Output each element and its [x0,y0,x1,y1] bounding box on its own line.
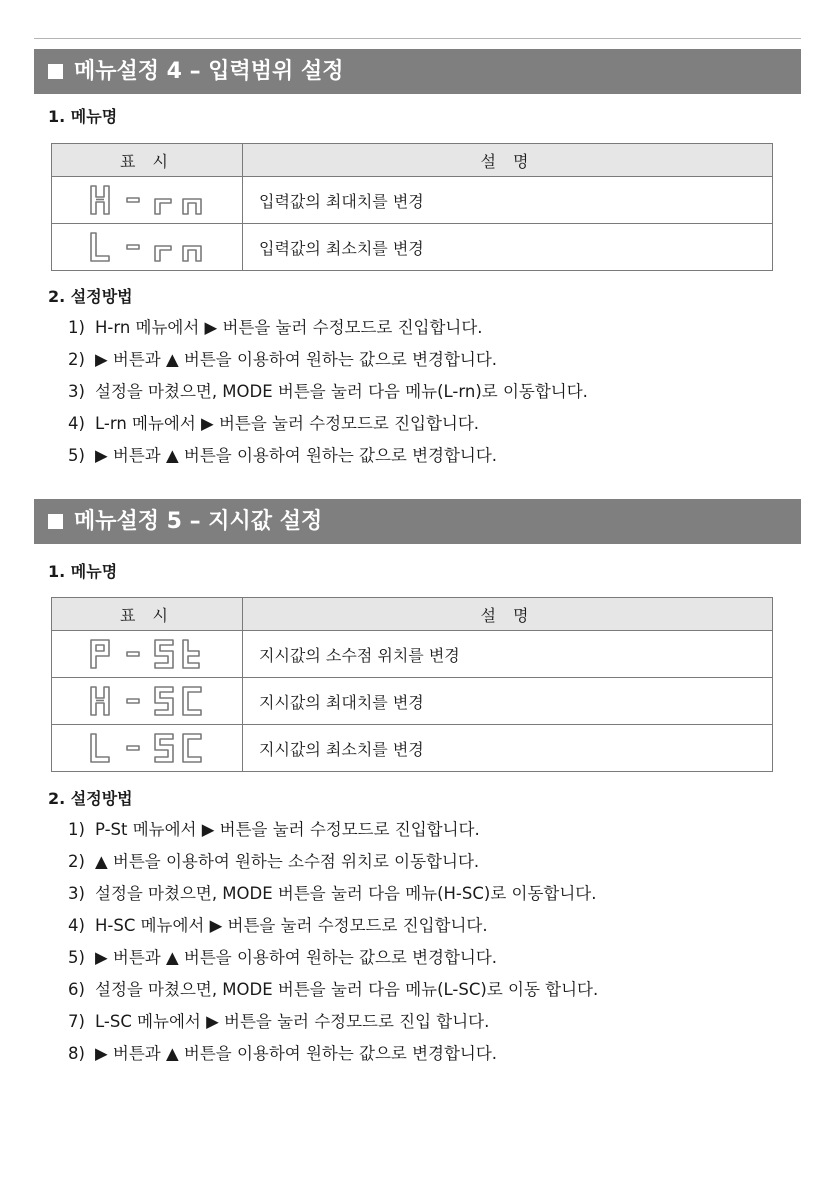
setting-method-heading: 2. 설정방법 [48,789,133,808]
description-cell: 지시값의 소수점 위치를 변경 [243,631,773,678]
list-item [68,846,598,878]
step-text: ▶ 버튼과 ▲ 버튼을 이용하여 원하는 값으로 변경합니다. [95,1044,498,1063]
table-row [52,725,773,772]
step-text: ▲ 버튼을 이용하여 원하는 소수점 위치로 이동합니다. [95,852,480,871]
section-title: 메뉴설정 4 – 입력범위 설정 [74,59,344,84]
description-cell: 지시값의 최대치를 변경 [243,678,773,725]
step-number: 5) [68,948,85,967]
segment-code-h-sc [87,684,207,718]
description-cell: 지시값의 최소치를 변경 [243,725,773,772]
segment-display-cell [52,678,243,725]
description-cell: 입력값의 최대치를 변경 [243,177,773,224]
segment-code-l-rn [87,230,207,264]
step-number: 3) [68,382,85,401]
segment-display-cell [52,224,243,271]
step-number: 2) [68,350,85,369]
list-item [68,910,598,942]
section-header-input-range [34,49,801,94]
list-item [68,878,598,910]
top-divider [34,38,801,39]
segment-display-cell [52,631,243,678]
list-item [68,376,588,408]
list-item [68,1038,598,1070]
step-number: 7) [68,1012,85,1031]
step-number: 1) [68,820,85,839]
table-row [52,177,773,224]
setting-method-heading: 2. 설정방법 [48,287,133,306]
list-item [68,1006,598,1038]
menu-table-indicated-value [51,597,773,772]
column-header-description: 설 명 [243,144,773,177]
list-item [68,942,598,974]
table-header-row [52,144,773,177]
step-text: L-SC 메뉴에서 ▶ 버튼을 눌러 수정모드로 진입 합니다. [95,1012,490,1031]
square-bullet-icon [48,64,63,79]
step-number: 4) [68,916,85,935]
step-list-indicated-value [68,814,598,1070]
table-row [52,631,773,678]
step-text: 설정을 마쳤으면, MODE 버튼을 눌러 다음 메뉴(L-rn)로 이동합니다. [95,382,588,401]
table-row [52,224,773,271]
list-item [68,974,598,1006]
menu-table-input-range [51,143,773,271]
step-text: 설정을 마쳤으면, MODE 버튼을 눌러 다음 메뉴(L-SC)로 이동 합니다. [95,980,599,999]
column-header-display: 표 시 [52,598,243,631]
menu-name-heading: 1. 메뉴명 [48,562,118,581]
segment-code-h-rn [87,183,207,217]
section-header-indicated-value [34,499,801,544]
step-text: L-rn 메뉴에서 ▶ 버튼을 눌러 수정모드로 진입합니다. [95,414,480,433]
list-item [68,814,598,846]
table-header-row [52,598,773,631]
step-text: 설정을 마쳤으면, MODE 버튼을 눌러 다음 메뉴(H-SC)로 이동합니다. [95,884,597,903]
segment-display-cell [52,177,243,224]
segment-code-p-st [87,637,207,671]
list-item [68,408,588,440]
step-number: 3) [68,884,85,903]
segment-code-l-sc [87,731,207,765]
step-number: 1) [68,318,85,337]
step-text: ▶ 버튼과 ▲ 버튼을 이용하여 원하는 값으로 변경합니다. [95,948,498,967]
menu-name-heading: 1. 메뉴명 [48,107,118,126]
description-cell: 입력값의 최소치를 변경 [243,224,773,271]
step-number: 2) [68,852,85,871]
square-bullet-icon [48,514,63,529]
section-title: 메뉴설정 5 – 지시값 설정 [74,509,323,534]
step-text: P-St 메뉴에서 ▶ 버튼을 눌러 수정모드로 진입합니다. [95,820,480,839]
segment-display-cell [52,725,243,772]
list-item [68,440,588,472]
step-text: ▶ 버튼과 ▲ 버튼을 이용하여 원하는 값으로 변경합니다. [95,446,498,465]
column-header-description: 설 명 [243,598,773,631]
step-list-input-range [68,312,588,472]
step-text: H-rn 메뉴에서 ▶ 버튼을 눌러 수정모드로 진입합니다. [95,318,483,337]
table-row [52,678,773,725]
column-header-display: 표 시 [52,144,243,177]
step-number: 8) [68,1044,85,1063]
list-item [68,312,588,344]
step-number: 5) [68,446,85,465]
step-number: 6) [68,980,85,999]
step-number: 4) [68,414,85,433]
step-text: ▶ 버튼과 ▲ 버튼을 이용하여 원하는 값으로 변경합니다. [95,350,498,369]
list-item [68,344,588,376]
step-text: H-SC 메뉴에서 ▶ 버튼을 눌러 수정모드로 진입합니다. [95,916,488,935]
